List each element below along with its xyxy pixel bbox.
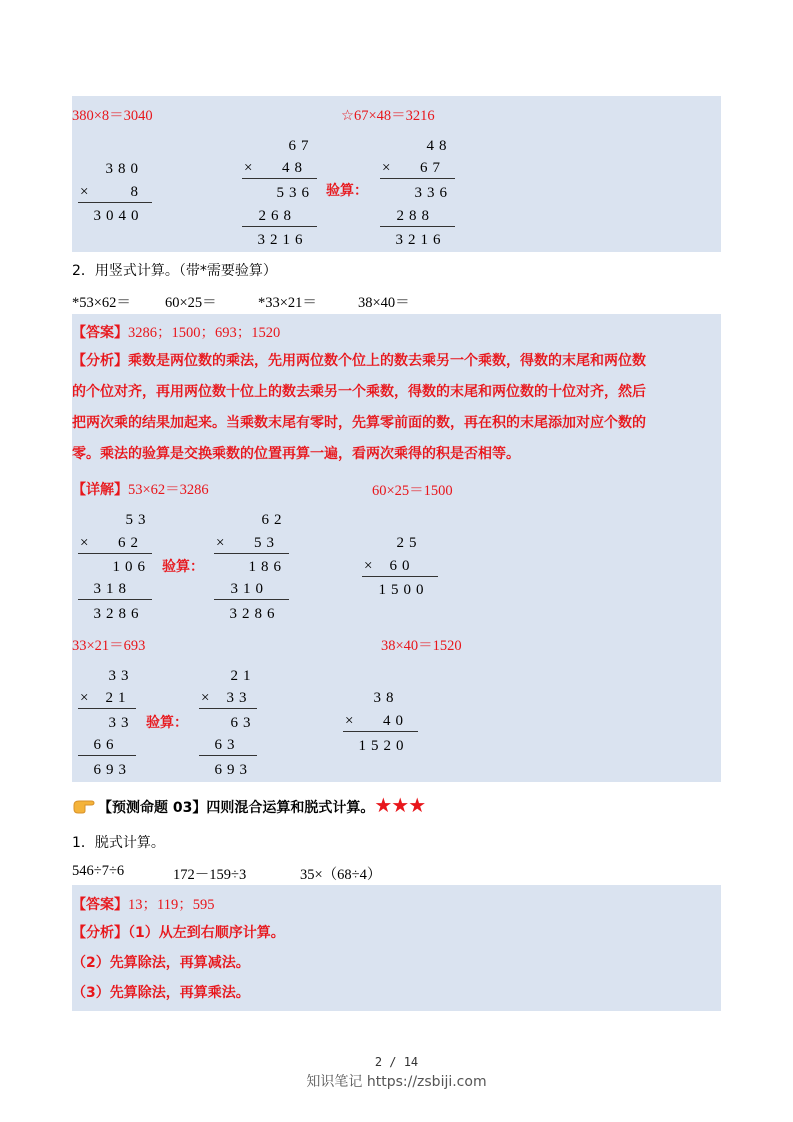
calc-f-line (362, 576, 438, 577)
calc-h-line2 (199, 755, 257, 756)
problem-1: *53×62＝ (72, 295, 131, 311)
problem-s3-3: 35×（68÷4） (300, 867, 382, 883)
calc-a-row1: 3 8 0 (105, 161, 138, 177)
calc-g-result: 6 9 3 (93, 762, 126, 778)
analysis-paragraph (72, 346, 721, 470)
calc-g-row4: 6 6 (93, 737, 114, 753)
s3-analysis-line-2: （2）先算除法，再算减法。 (72, 955, 250, 971)
section-03-heading (72, 793, 425, 819)
question-1-title: 1．脱式计算。 (72, 835, 165, 851)
calc-c-row1: 4 8 (426, 138, 447, 154)
detail-eq-2: 60×25＝1500 (372, 483, 453, 499)
calc-i-row2: × 4 0 (345, 713, 403, 729)
pointing-hand-icon (72, 797, 96, 819)
equation-38x40: 38×40＝1520 (381, 638, 462, 654)
calc-h-result: 6 9 3 (214, 762, 247, 778)
calc-i-row1: 3 8 (373, 690, 394, 706)
calc-h-line1 (199, 708, 257, 709)
problem-2: 60×25＝ (165, 295, 217, 311)
calc-h-row3: 6 3 (230, 715, 251, 731)
calc-b-line1 (242, 178, 317, 179)
detail-eq-1: 53×62＝3286 (128, 482, 209, 498)
calc-e-row3: 1 8 6 (248, 559, 281, 575)
check-label-3: 验算： (146, 715, 188, 731)
answer-line (72, 321, 280, 342)
calc-f-row2: × 6 0 (364, 558, 410, 574)
page-number: 2 / 14 (374, 1055, 419, 1069)
check-label-2: 验算： (162, 559, 204, 575)
check-label: 验算： (326, 183, 368, 199)
three-stars-icon: ★★★ (374, 793, 426, 817)
answer-tag: 【答案】 (72, 325, 128, 341)
analysis-line-1: 【分析】乘数是两位数的乘法，先用两位数个位上的数去乘另一个乘数，得数的末尾和两位数 (72, 353, 646, 369)
calc-c-result: 3 2 1 6 (395, 232, 441, 248)
calc-e-result: 3 2 8 6 (229, 606, 275, 622)
calc-e-row2: × 5 3 (216, 535, 274, 551)
calc-h-row2: × 3 3 (201, 690, 247, 706)
calc-c-row3: 3 3 6 (414, 185, 447, 201)
detail-tag: 【详解】 (72, 482, 128, 498)
calc-b-row4: 2 6 8 (258, 208, 291, 224)
calc-d-row1: 5 3 (125, 512, 146, 528)
calc-i-line (343, 731, 418, 732)
analysis-line-3: 把两次乘的结果加起来。当乘数末尾有零时，先算零前面的数，再在积的末尾添加对应个数的 (72, 415, 646, 431)
calc-d-line1 (78, 553, 152, 554)
calc-a-row2: × 8 (80, 184, 138, 200)
s3-analysis (72, 918, 721, 1008)
calc-g-line2 (78, 755, 136, 756)
calc-e-line1 (214, 553, 289, 554)
footer-site: 知识笔记 https://zsbiji.com (306, 1074, 487, 1090)
problem-4: 38×40＝ (358, 295, 410, 311)
equation-67x48: ☆67×48＝3216 (341, 108, 435, 124)
problem-3: *33×21＝ (258, 295, 317, 311)
calc-c-line1 (380, 178, 455, 179)
calc-d-result: 3 2 8 6 (93, 606, 139, 622)
calc-d-row2: × 6 2 (80, 535, 138, 551)
answer-text: 3286；1500；693；1520 (128, 325, 281, 341)
calc-g-line1 (78, 708, 136, 709)
calc-g-row1: 3 3 (108, 668, 129, 684)
calc-d-line2 (78, 599, 152, 600)
section-03-title: 【预测命题 03】四则混合运算和脱式计算。 (98, 800, 375, 816)
calc-c-row2: × 6 7 (382, 160, 440, 176)
problem-s3-2: 172－159÷3 (173, 867, 247, 883)
calc-c-row4: 2 8 8 (396, 208, 429, 224)
question-2-title: 2．用竖式计算。（带*需要验算） (72, 263, 277, 279)
equation-380x8: 380×8＝3040 (72, 108, 153, 124)
equation-33x21: 33×21＝693 (72, 638, 146, 654)
calc-e-row1: 6 2 (261, 512, 282, 528)
s3-analysis-line-3: （3）先算除法，再算乘法。 (72, 985, 250, 1001)
calc-h-row1: 2 1 (230, 668, 251, 684)
calc-d-row4: 3 1 8 (93, 581, 126, 597)
detail-line (72, 478, 209, 499)
calc-b-row3: 5 3 6 (276, 185, 309, 201)
calc-b-result: 3 2 1 6 (257, 232, 303, 248)
analysis-line-2: 的个位对齐，再用两位数十位上的数去乘另一个乘数，得数的末尾和两位数的十位对齐，然后 (72, 384, 646, 400)
calc-b-row1: 6 7 (288, 138, 309, 154)
calc-f-result: 1 5 0 0 (378, 582, 424, 598)
calc-e-line2 (214, 599, 289, 600)
calc-g-row2: × 2 1 (80, 690, 126, 706)
calc-g-row3: 3 3 (108, 715, 129, 731)
calc-b-line2 (242, 226, 317, 227)
calc-a-line (78, 202, 152, 203)
calc-f-row1: 2 5 (396, 535, 417, 551)
s3-answer-text: 13；119；595 (128, 897, 215, 913)
s3-answer-tag: 【答案】 (72, 897, 128, 913)
calc-a-result: 3 0 4 0 (93, 208, 139, 224)
problem-s3-1: 546÷7÷6 (72, 863, 125, 879)
calc-i-result: 1 5 2 0 (358, 738, 404, 754)
calc-d-row3: 1 0 6 (112, 559, 145, 575)
analysis-line-4: 零。乘法的验算是交换乘数的位置再算一遍，看两次乘得的积是否相等。 (72, 446, 520, 462)
calc-c-line2 (380, 226, 455, 227)
s3-analysis-line-1: 【分析】（1）从左到右顺序计算。 (72, 925, 285, 941)
calc-h-row4: 6 3 (214, 737, 235, 753)
calc-b-row2: × 4 8 (244, 160, 302, 176)
calc-e-row4: 3 1 0 (230, 581, 263, 597)
s3-answer-line (72, 893, 214, 914)
